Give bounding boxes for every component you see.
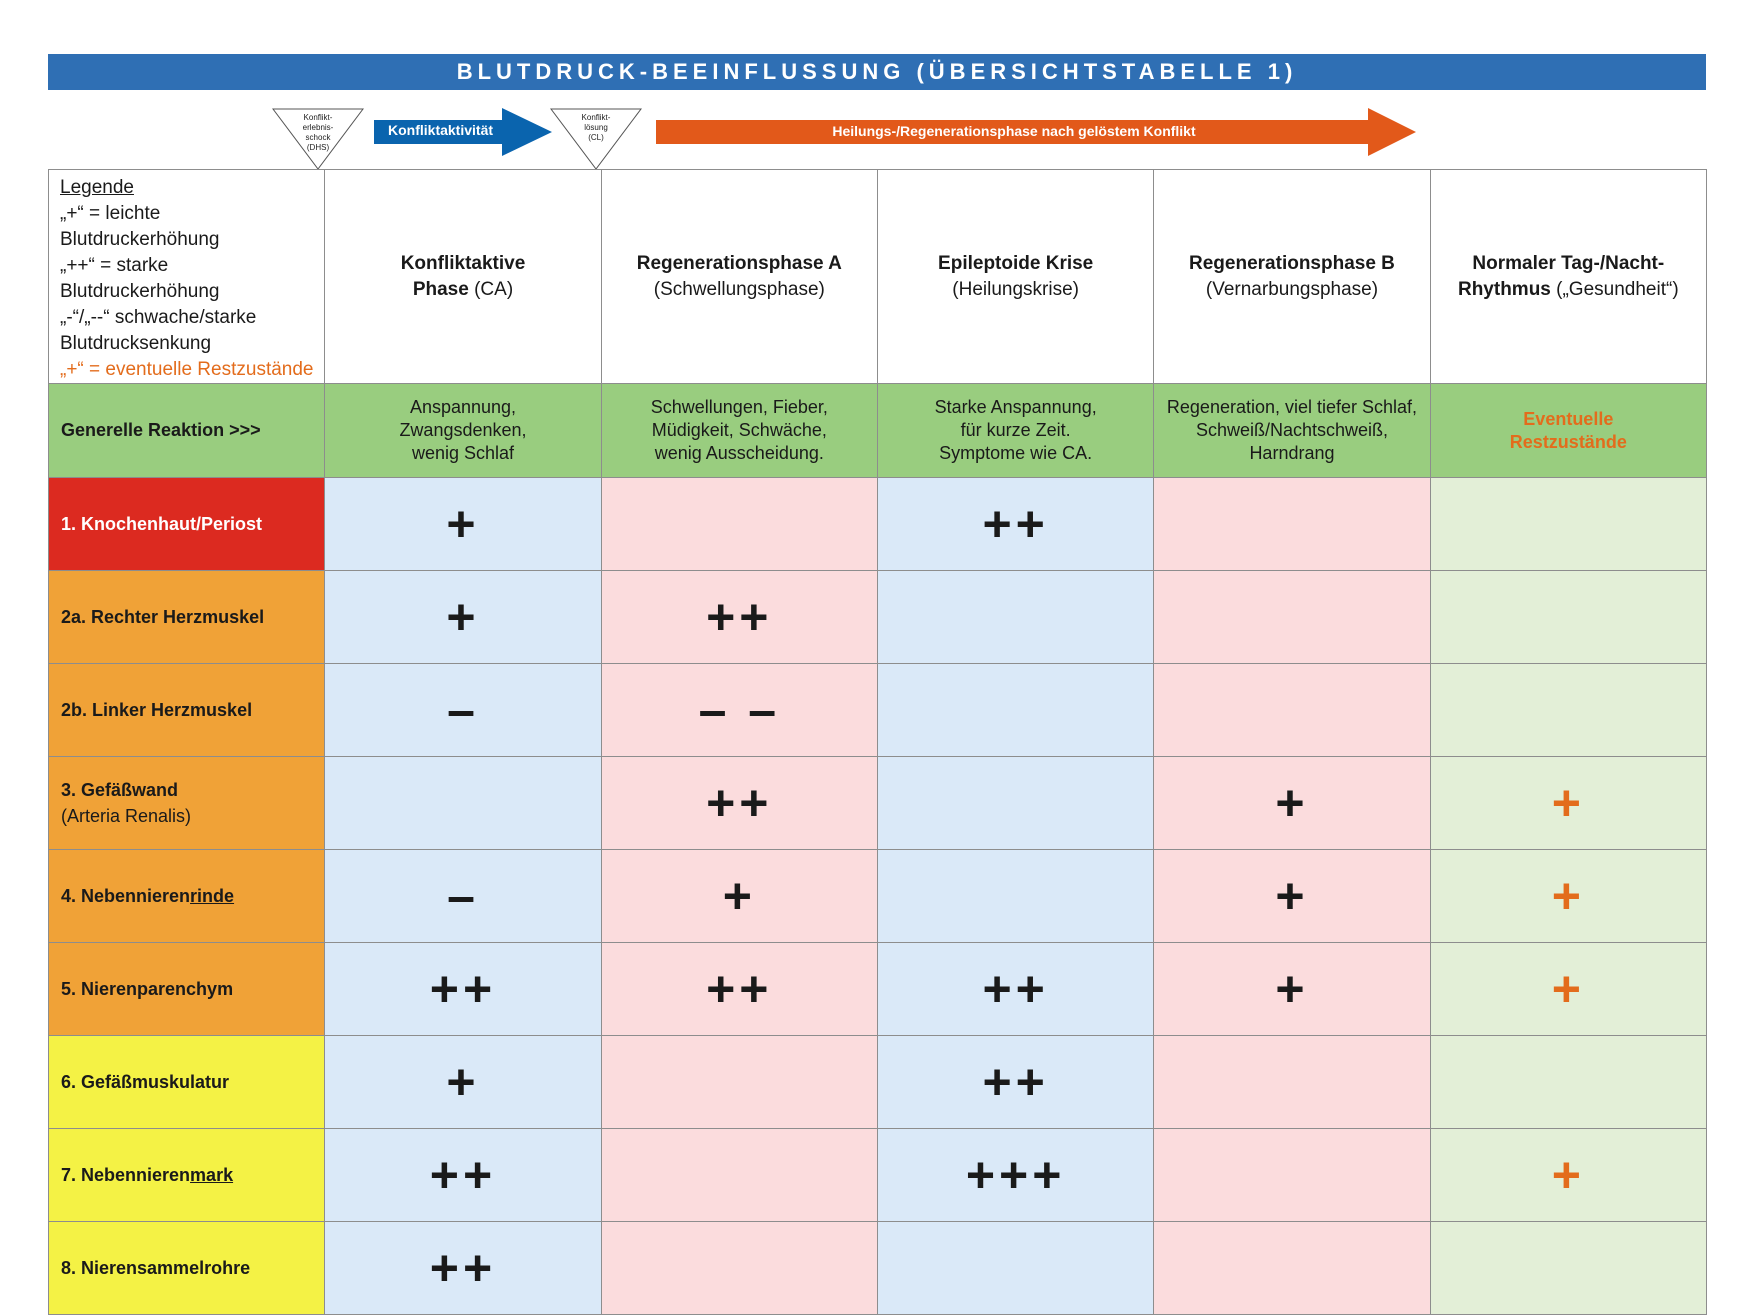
table-row: [49, 1129, 1707, 1222]
value-symbol: ++: [706, 589, 773, 645]
value-symbol: – –: [698, 682, 781, 738]
table-cell: [325, 1129, 601, 1222]
phase-header-ca: Konfliktaktive Phase (CA): [325, 170, 601, 384]
table-cell: [325, 943, 601, 1036]
table-row: [49, 1036, 1707, 1129]
table-cell: [1430, 664, 1706, 757]
table-cell: [325, 571, 601, 664]
table-cell: [877, 1222, 1153, 1315]
row-label: 1. Knochenhaut/Periost: [49, 478, 325, 571]
value-symbol: ++: [982, 1054, 1049, 1110]
legend-title: Legende: [60, 177, 134, 198]
table-cell: [1430, 1222, 1706, 1315]
table-cell: [877, 1036, 1153, 1129]
cl-label: Konflikt- lösung (CL): [581, 113, 611, 142]
table-cell: [601, 1036, 877, 1129]
table-cell: [601, 943, 877, 1036]
phase-header-regen-b: Regenerationsphase B (Vernarbungsphase): [1154, 170, 1430, 384]
general-cell: Regeneration, viel tiefer Schlaf, Schweiß/Nachtschweiß, Harndrang: [1154, 384, 1430, 478]
healing-phase-arrow: [656, 108, 1416, 156]
general-cell: Anspannung, Zwangsdenken, wenig Schlaf: [325, 384, 601, 478]
value-symbol: +: [1551, 775, 1585, 831]
table-cell: [1430, 1036, 1706, 1129]
dhs-label: Konflikt- erlebnis- schock (DHS): [302, 113, 334, 152]
table-cell: [877, 943, 1153, 1036]
general-cell: Eventuelle Restzustände: [1430, 384, 1706, 478]
header-row: [49, 170, 1707, 384]
value-symbol: +: [446, 1054, 480, 1110]
table-row: [49, 850, 1707, 943]
dhs-marker: [272, 108, 364, 170]
table-cell: [1430, 1129, 1706, 1222]
value-symbol: +: [1275, 868, 1309, 924]
row-label: 7. Nebennierenmark: [49, 1129, 325, 1222]
legend-item: „+“ = eventuelle Restzustände: [60, 359, 314, 380]
active-phase-label: Konfliktaktivität: [388, 122, 494, 138]
table-cell: [877, 478, 1153, 571]
blood-pressure-table: [48, 169, 1707, 1315]
value-symbol: ++: [429, 961, 497, 1017]
value-symbol: –: [447, 868, 479, 924]
value-symbol: ++: [982, 496, 1049, 552]
phase-header-normal: Normaler Tag-/Nacht- Rhythmus („Gesundheit“): [1430, 170, 1706, 384]
value-symbol: –: [447, 682, 479, 738]
table-cell: [325, 757, 601, 850]
table-cell: [1154, 943, 1430, 1036]
table-row: [49, 757, 1707, 850]
table-cell: [877, 1129, 1153, 1222]
table-cell: [877, 850, 1153, 943]
table-cell: [1430, 850, 1706, 943]
value-symbol: ++: [982, 961, 1049, 1017]
table-cell: [601, 850, 877, 943]
healing-phase-label: Heilungs-/Regenerationsphase nach gelöstem Konflikt: [832, 123, 1196, 139]
table-cell: [877, 664, 1153, 757]
legend: [49, 170, 325, 384]
value-symbol: +++: [965, 1147, 1066, 1203]
value-symbol: ++: [706, 961, 773, 1017]
table-row: [49, 943, 1707, 1036]
value-symbol: +: [722, 868, 756, 924]
row-label: 2b. Linker Herzmuskel: [49, 664, 325, 757]
table-cell: [1154, 571, 1430, 664]
row-label: 2a. Rechter Herzmuskel: [49, 571, 325, 664]
value-symbol: +: [1275, 775, 1309, 831]
phase-header-epi-crisis: Epileptoide Krise (Heilungskrise): [877, 170, 1153, 384]
row-label: 6. Gefäßmuskulatur: [49, 1036, 325, 1129]
legend-item: „++“ = starke Blutdruckerhöhung: [60, 255, 220, 302]
table-cell: [325, 478, 601, 571]
table-row: [49, 664, 1707, 757]
table-cell: [1154, 1129, 1430, 1222]
table-cell: [1154, 757, 1430, 850]
table-cell: [1430, 757, 1706, 850]
table-cell: [1154, 478, 1430, 571]
table-row: [49, 571, 1707, 664]
legend-item: „+“ = leichte Blutdruckerhöhung: [60, 203, 220, 250]
general-reaction-label: Generelle Reaktion >>>: [49, 384, 325, 478]
table-cell: [325, 664, 601, 757]
row-label: 5. Nierenparenchym: [49, 943, 325, 1036]
value-symbol: +: [446, 496, 480, 552]
table-cell: [1154, 850, 1430, 943]
row-sublabel: (Arteria Renalis): [61, 806, 192, 826]
table-cell: [325, 850, 601, 943]
value-symbol: +: [1551, 868, 1585, 924]
table-cell: [1430, 478, 1706, 571]
row-label: 4. Nebennierenrinde: [49, 850, 325, 943]
active-phase-arrow: [374, 108, 552, 156]
table-cell: [1154, 1222, 1430, 1315]
general-cell: Schwellungen, Fieber, Müdigkeit, Schwäche, wenig Ausscheidung.: [601, 384, 877, 478]
table-cell: [601, 478, 877, 571]
table-cell: [877, 571, 1153, 664]
table-cell: [325, 1222, 601, 1315]
table-row: [49, 1222, 1707, 1315]
value-symbol: ++: [706, 775, 773, 831]
table-cell: [1154, 664, 1430, 757]
table-cell: [877, 757, 1153, 850]
table-cell: [1430, 943, 1706, 1036]
phase-header-regen-a: Regenerationsphase A (Schwellungsphase): [601, 170, 877, 384]
value-symbol: +: [446, 589, 480, 645]
value-symbol: +: [1551, 1147, 1585, 1203]
table-cell: [1154, 1036, 1430, 1129]
table-cell: [601, 1222, 877, 1315]
value-symbol: +: [1275, 961, 1309, 1017]
page-title: BLUTDRUCK-BEEINFLUSSUNG (ÜBERSICHTSTABELLE 1): [48, 54, 1706, 90]
row-label: 3. Gefäßwand (Arteria Renalis): [49, 757, 325, 850]
value-symbol: ++: [429, 1240, 497, 1296]
general-cell: Starke Anspannung, für kurze Zeit. Symptome wie CA.: [877, 384, 1153, 478]
legend-item: „-“/„--“ schwache/starke Blutdrucksenkung: [60, 307, 257, 354]
cl-marker: [550, 108, 642, 170]
table-cell: [325, 1036, 601, 1129]
value-symbol: +: [1551, 961, 1585, 1017]
general-reaction-row: [49, 384, 1707, 478]
table-cell: [601, 1129, 877, 1222]
table-cell: [1430, 571, 1706, 664]
table-cell: [601, 664, 877, 757]
table-cell: [601, 757, 877, 850]
row-label: 8. Nierensammelrohre: [49, 1222, 325, 1315]
table-row: [49, 478, 1707, 571]
value-symbol: ++: [429, 1147, 497, 1203]
table-cell: [601, 571, 877, 664]
